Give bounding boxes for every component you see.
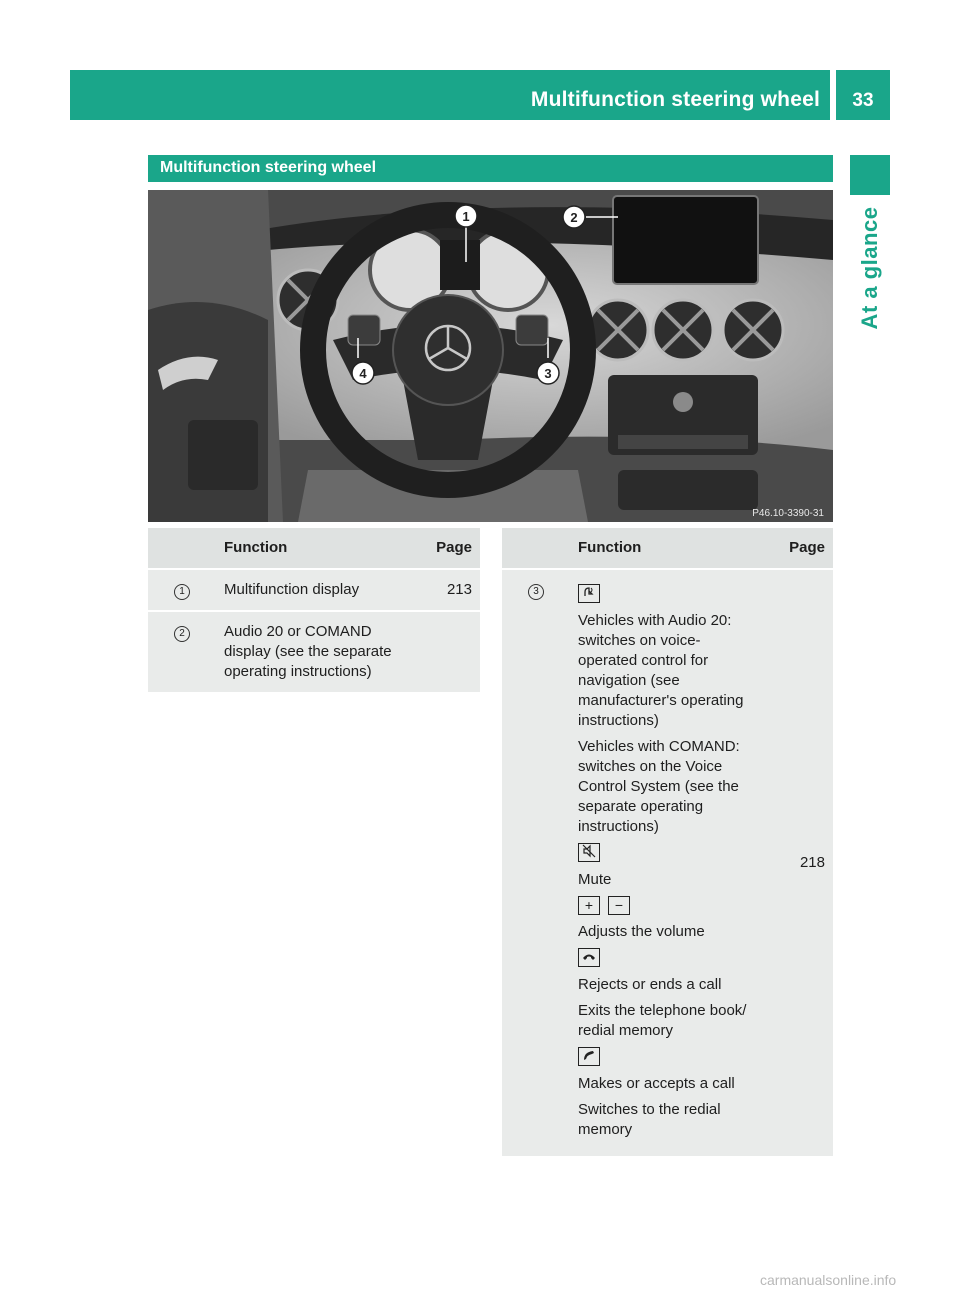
header-title: Multifunction steering wheel <box>530 88 820 111</box>
voice-control-icon <box>578 584 600 603</box>
volume-text: Adjusts the volume <box>578 923 705 940</box>
col-header-number <box>148 528 216 569</box>
row-function <box>570 569 757 1157</box>
col-header-number <box>502 528 570 569</box>
col-header-function: Function <box>570 528 757 569</box>
reject-text: Rejects or ends a call <box>578 976 722 993</box>
row-number: 3 <box>528 584 544 600</box>
accept-text: Makes or accepts a call <box>578 1075 735 1092</box>
volume-up-icon: + <box>578 896 600 915</box>
phone-icon <box>578 1047 600 1066</box>
side-tab-marker <box>850 155 890 195</box>
row-number: 1 <box>174 584 190 600</box>
mute-text: Mute <box>578 871 612 888</box>
table-row <box>502 569 833 1157</box>
hang-up-icon <box>578 948 600 967</box>
table-row <box>148 569 480 611</box>
function-table-left <box>148 528 480 694</box>
photo-code: P46.10-3390-31 <box>752 508 824 519</box>
col-header-function: Function <box>216 528 404 569</box>
page-number: 33 <box>852 90 874 111</box>
steering-wheel-photo <box>148 190 833 522</box>
exit-text: Exits the telephone book/ redial memory <box>578 1002 747 1039</box>
redial-text: Switches to the redial memory <box>578 1101 721 1138</box>
callout-2: 2 <box>570 210 578 225</box>
callout-3: 3 <box>544 366 552 381</box>
row-function: Multifunction display <box>216 569 404 611</box>
col-header-page: Page <box>757 528 833 569</box>
voice-audio-text: Vehicles with Audio 20: switches on voice-operated control for navigation (see manufacturer's operating instructions) <box>578 612 744 729</box>
function-table-right <box>502 528 833 1158</box>
row-page <box>404 611 480 693</box>
table-row <box>148 611 480 693</box>
col-header-page: Page <box>404 528 480 569</box>
watermark: carmanualsonline.info <box>760 1272 897 1288</box>
callout-4: 4 <box>359 366 367 381</box>
section-title: Multifunction steering wheel <box>160 159 377 176</box>
voice-comand-text: Vehicles with COMAND: switches on the Voice Control System (see the separate operating instructions) <box>578 738 740 835</box>
row-number: 2 <box>174 626 190 642</box>
callout-1: 1 <box>462 209 470 224</box>
row-page: 218 <box>757 569 833 1157</box>
volume-down-icon: − <box>608 896 630 915</box>
side-tab-label: At a glance <box>857 206 882 330</box>
mute-icon <box>578 843 600 862</box>
row-page: 213 <box>404 569 480 611</box>
row-function: Audio 20 or COMAND display (see the separate operating instructions) <box>216 611 404 693</box>
